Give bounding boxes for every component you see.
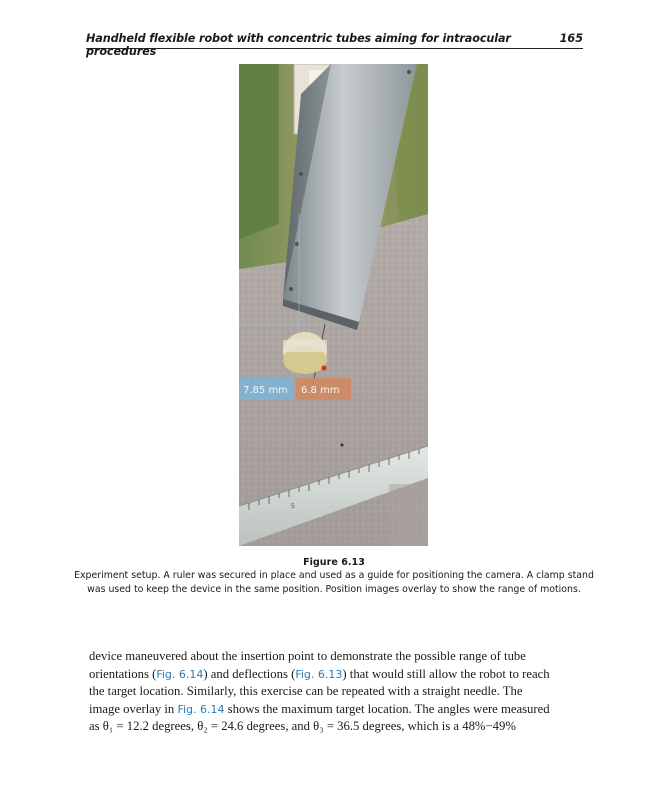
- page-number: 165: [559, 32, 583, 45]
- body-text-segment: ) and deflections (: [203, 666, 296, 681]
- body-text-segment: shows the maximum target location. The angles were measured: [224, 701, 550, 716]
- page-header: [86, 30, 583, 58]
- body-line-2: [89, 666, 589, 684]
- body-line-4: [89, 701, 589, 719]
- figure-ref-link[interactable]: Fig. 6.13: [295, 667, 343, 681]
- body-text-segment: ) that would still allow the robot to reach: [342, 666, 550, 681]
- ruler-mark: 5: [291, 503, 295, 510]
- caption-text: Experiment setup. A ruler was secured in place and used as a guide for positioning the camera. A clamp stand was used to keep the device in the same position. Position images overlay to show the range of motions.: [74, 570, 594, 595]
- figure-caption: [74, 556, 594, 596]
- body-paragraph: [89, 648, 589, 736]
- overlay-label-2: 6.8 mm: [301, 385, 340, 396]
- body-line-3: the target location. Similarly, this exercise can be repeated with a straight needle. The: [89, 684, 523, 699]
- figure-ref-link[interactable]: Fig. 6.14: [156, 667, 204, 681]
- body-line-1: device maneuvered about the insertion point to demonstrate the possible range of tube: [89, 649, 526, 663]
- figure-label: Figure 6.13: [303, 557, 365, 568]
- figure-photo: [239, 64, 428, 546]
- overlay-label-1: 7.85 mm: [243, 385, 288, 396]
- figure-ref-link[interactable]: Fig. 6.14: [177, 702, 225, 716]
- body-text-segment: orientations (: [89, 666, 157, 681]
- body-text-segment: image overlay in: [89, 701, 178, 716]
- body-line-5: as θ₁ = 12.2 degrees, θ₂ = 24.6 degrees, and θ₃ = 36.5 degrees, which is a 48%−49%: [89, 719, 516, 734]
- running-title: Handheld flexible robot with concentric tubes aiming for intraocular procedures: [86, 32, 511, 58]
